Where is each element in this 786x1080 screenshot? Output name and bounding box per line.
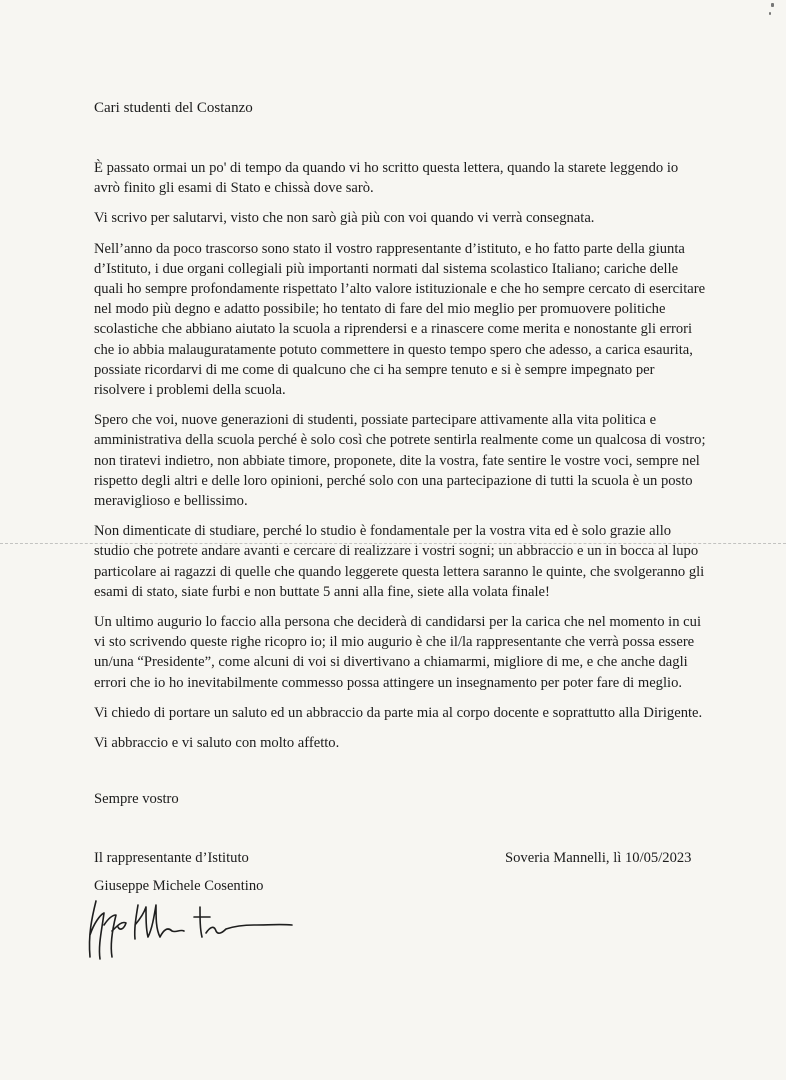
letter-paragraph: Un ultimo augurio lo faccio alla persona che deciderà di candidarsi per la carica che nel momento in cui vi sto scrivendo queste righe ricopro io; il mio augurio è che il/la rappresentante che verrà possa essere un/una “Presidente”, come alcuni di voi si divertivano a chiamarmi, migliore di me, e che anche dagli errori che io ho inevitabilmente commesso possa attingere un insegnamento per poter fare di meglio. <box>94 614 702 691</box>
paper-fold-line <box>0 543 786 544</box>
representative-title: Il rappresentante d’Istituto <box>94 850 249 866</box>
handwritten-signature <box>82 895 302 965</box>
letter-greeting: Cari studenti del Costanzo <box>94 100 253 116</box>
letter-paragraph: Vi scrivo per salutarvi, visto che non sarò già più con voi quando vi verrà consegnata. <box>94 210 595 227</box>
letter-paragraph: Spero che voi, nuove generazioni di studenti, possiate partecipare attivamente alla vita politica e amministrativa della scuola perché è solo così che potrete sentirla realmente come un qualcosa di vostro; non tiratevi indietro, non abbiate timore, proponete, dite la vostra, fate sentire le vostre voci, sempre nel rispetto degli altri e delle loro opinioni, perché solo con una partecipazione di tutti la scuola è un posto meraviglioso e bellissimo. <box>94 412 706 510</box>
paper-speck <box>771 3 774 7</box>
representative-name: Giuseppe Michele Cosentino <box>94 878 264 894</box>
letter-paragraph: È passato ormai un po' di tempo da quando vi ho scritto questa lettera, quando la starete leggendo io avrò finito gli esami di Stato e chissà dove sarò. <box>94 160 679 197</box>
letter-body <box>94 158 706 763</box>
letter-paragraph: Non dimenticate di studiare, perché lo studio è fondamentale per la vostra vita ed è solo grazie allo studio che potrete andare avanti e cercare di realizzare i vostri sogni; un abbraccio e un in bocca al lupo particolare ai ragazzi di quelle che quando leggerete questa lettera saranno le quinte, che svolgeranno gli esami di stato, siate furbi e non buttate 5 anni alla fine, siete alla volata finale! <box>94 523 705 600</box>
letter-paragraph: Vi chiedo di portare un saluto ed un abbraccio da parte mia al corpo docente e soprattutto alla Dirigente. <box>94 704 703 721</box>
letter-paragraph: Vi abbraccio e vi saluto con molto affetto. <box>94 735 340 752</box>
place-and-date: Soveria Mannelli, lì 10/05/2023 <box>505 850 692 866</box>
paper-speck <box>769 12 771 15</box>
letter-paragraph: Nell’anno da poco trascorso sono stato il vostro rappresentante d’istituto, e ho fatto parte della giunta d’Istituto, i due organi collegiali più importanti normati dal sistema scolastico Italiano; cariche delle quali ho sempre profondamente rispettato l’alto valore istituzionale e che ho sempre cercato di esercitare nel modo più degno e adatto possibile; ho tentato di fare del mio meglio per promuovere politiche scolastiche che abbiano aiutato la scuola a riprendersi e a rinascere come merita e nonostante gli errori che io abbia malauguratamente potuto commettere in questo tempo spero che adesso, a carica esaurita, possiate ricordarvi di me come di qualcuno che ci ha sempre tenuto e si è sempre impegnato per risolvere i problemi della scuola. <box>94 240 706 399</box>
letter-closing: Sempre vostro <box>94 791 179 807</box>
